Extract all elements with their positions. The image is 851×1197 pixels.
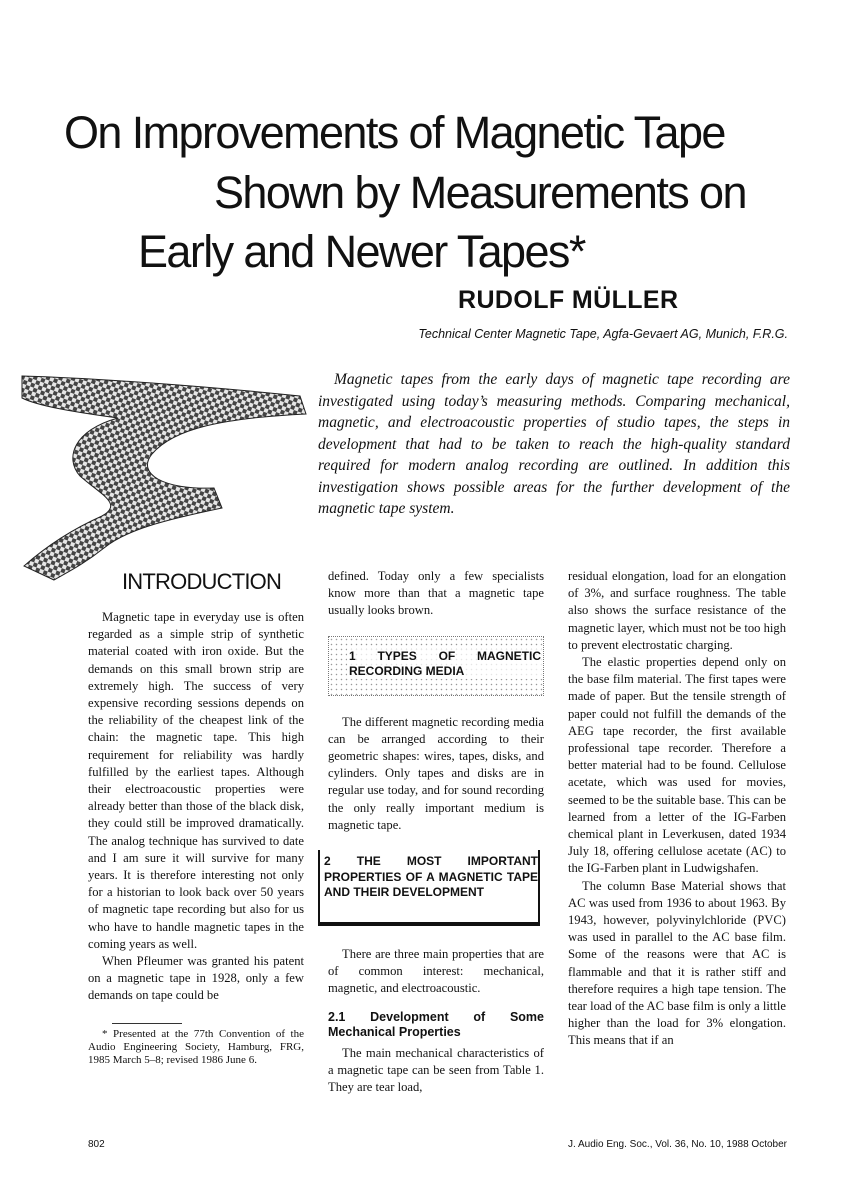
column-3 [568,568,786,1050]
section-1-paragraph: The different magnetic recording media can be arranged according to their geometric shapes: wires, tapes, disks, and cylinders. Only tapes and disks are in regular use today, and for sound recording the only really important medium is magnetic tape. [328,714,544,832]
section-1-heading-box [328,636,544,696]
subsection-2-1-heading: 2.1 Development of Some Mechanical Properties [328,1009,544,1040]
journal-citation: J. Audio Eng. Soc., Vol. 36, No. 10, 1988 October [567,1139,787,1150]
section-1-heading: 1 TYPES OF MAGNETIC RECORDING MEDIA [349,648,541,678]
abstract: Magnetic tapes from the early days of magnetic tape recording are investigated using today’s measuring methods. Comparing mechanical, magnetic, and electroacoustic properties of studio tapes, the steps in development that had to be taken to reach the high-quality standard required for modern analog recording are outlined. In addition this investigation shows possible areas for the further development of the magnetic tape system. [318,371,790,517]
subsection-2-1-paragraph: The main mechanical characteristics of a magnetic tape can be seen from Table 1. They are tear load, [328,1045,544,1095]
intro-paragraph-1: Magnetic tape in everyday use is often regarded as a simple strip of synthetic material coated with iron oxide. But the demands on this small brown strip are extremely high. The success of very expensive recording sessions depends on the reliability of the cheapest link of the chain: the magnetic tape. This high requirement for reliability was hardly fulfilled by the earliest tapes. Although their electroacoustic properties were already better than those of the black disk, they could still be improved dramatically. The analog technique has survived to date and I am sure it will survive for many years. It is therefore interesting not only for a historian to look back over 50 years of magnetic tape recording but also for us who have to handle magnetic tapes in the coming years as well. [88,610,304,951]
page-number: 802 [88,1139,105,1150]
section-2-heading: 2 THE MOST IMPORTANT PROPERTIES OF A MAGNETIC TAPE AND THEIR DEVELOPMENT [324,854,538,900]
magnetic-tape-strip-icon [14,372,314,587]
title-line-2: Shown by Measurements on [214,167,746,218]
title-line-3: Early and Newer Tapes* [138,226,585,277]
author-name: RUDOLF MÜLLER [458,286,679,314]
title-line-1: On Improvements of Magnetic Tape [64,107,725,158]
col3-paragraph-3: The column Base Material shows that AC was used from 1936 to about 1963. By 1943, however, polyvinylchloride (PVC) was used in parallel to the AC base film. Some of the reasons were that AC is flammable and that it is rather stiff and therefore requires a high tape tension. The tear load of the AC base film is only a little higher than the load for 3% elongation. This means that if an [568,878,786,1048]
intro-paragraph-2: When Pfleumer was granted his patent on a magnetic tape in 1928, only a few demands on tape could be [88,954,304,1003]
col2-paragraph-continued: defined. Today only a few specialists know more than that a magnetic tape usually looks brown. [328,569,544,618]
footnote: * Presented at the 77th Convention of the Audio Engineering Society, Hamburg, FRG, 1985 March 5–8; revised 1986 June 6. [88,1027,304,1067]
introduction-heading: INTRODUCTION [122,569,282,594]
author-affiliation: Technical Center Magnetic Tape, Agfa-Gevaert AG, Munich, F.R.G. [418,327,788,341]
col3-paragraph-2: The elastic properties depend only on the base film material. The first tapes were made of paper. But the tensile strength of paper could not fulfill the demands of the AEG tape recorder, the first available professional tape recorder. Therefore a better material had to be found. Cellulose acetate, which was used for movies, seemed to be the suitable base. This can be learned from a letter of the IG-Farben chemical plant in Leverkusen, dated 1934 July 18, offering cellulose acetate (AC) to the IG-Farben plant in Ludwigshafen. [568,655,786,876]
column-1 [88,568,304,1067]
footnote-rule [112,1023,182,1024]
col3-paragraph-1: residual elongation, load for an elongation of 3%, and surface roughness. The table also shows the surface resistance of the magnetic layer, which must not be too high to prevent electrostatic charging. [568,569,786,652]
section-2-heading-box [318,850,540,926]
section-2-paragraph: There are three main properties that are of common interest: mechanical, magnetic, and electroacoustic. [328,947,544,996]
column-2 [324,568,544,1096]
